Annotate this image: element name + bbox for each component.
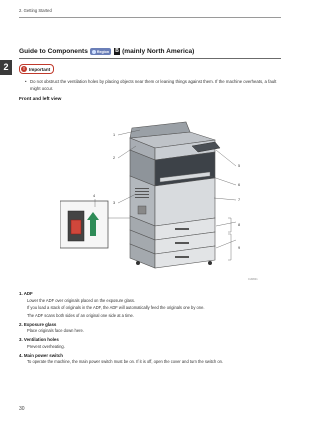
- globe-icon: [92, 50, 96, 54]
- page-number: 30: [19, 406, 25, 412]
- callout-3: 3: [113, 201, 116, 205]
- item-desc: To operate the machine, the main power switch must be on. If it is off, open the cover and turn the switch on.: [27, 359, 224, 364]
- item-title: 4. Main power switch: [19, 352, 63, 358]
- region-badge: [90, 48, 111, 55]
- list-item: [19, 322, 281, 335]
- breadcrumb: 2. Getting Started: [19, 8, 52, 13]
- item-desc: The ADF scans both sides of an original one side at a time.: [27, 312, 134, 318]
- bullet-icon: •: [25, 79, 27, 84]
- callout-6: 6: [238, 183, 241, 187]
- list-item: [19, 337, 281, 350]
- power-switch-inset: [60, 201, 108, 248]
- chapter-tab: 2: [0, 60, 12, 75]
- important-label: Important: [29, 66, 51, 72]
- title-suffix: (mainly North America): [122, 48, 195, 55]
- important-note: [25, 79, 280, 92]
- item-desc: If you load a stack of originals in the ADF, the ADF will automatically feed the originals one by one.: [27, 305, 205, 310]
- important-label-box: [19, 64, 54, 74]
- title-prefix: Guide to Components: [19, 48, 88, 55]
- callout-9: 9: [238, 246, 241, 250]
- important-icon: !: [21, 66, 27, 72]
- figure-code: CUR001: [248, 278, 258, 281]
- callout-8: 8: [238, 223, 241, 227]
- title-divider: [19, 58, 281, 59]
- list-item: [19, 291, 281, 319]
- item-title: 1. ADF: [19, 291, 33, 296]
- region-letter: B: [115, 48, 119, 54]
- item-desc: Place originals face down here.: [27, 328, 84, 333]
- item-title: 2. Exposure glass: [19, 321, 57, 327]
- machine-body: [130, 122, 220, 268]
- item-title: 3. Ventilation holes: [19, 337, 59, 342]
- region-badge-label: Region: [96, 49, 110, 54]
- machine-illustration: [60, 108, 280, 283]
- important-note-text: Do not obstruct the ventilation holes by placing objects near them or leaning things against them. If the machine overheats, a fault might occur.: [30, 79, 277, 91]
- list-item: [19, 353, 281, 366]
- callout-4: 4: [93, 194, 96, 198]
- component-list: [19, 291, 281, 365]
- callout-7: 7: [238, 198, 241, 202]
- section-title: [19, 48, 194, 55]
- item-desc: Lower the ADF over originals placed on the exposure glass.: [27, 297, 136, 303]
- callout-5: 5: [238, 164, 241, 168]
- figure-subheading: Front and left view: [19, 97, 62, 102]
- header-divider: [19, 17, 281, 18]
- callout-2: 2: [113, 156, 116, 160]
- callout-1: 1: [113, 133, 116, 137]
- item-desc: Prevent overheating.: [27, 343, 65, 349]
